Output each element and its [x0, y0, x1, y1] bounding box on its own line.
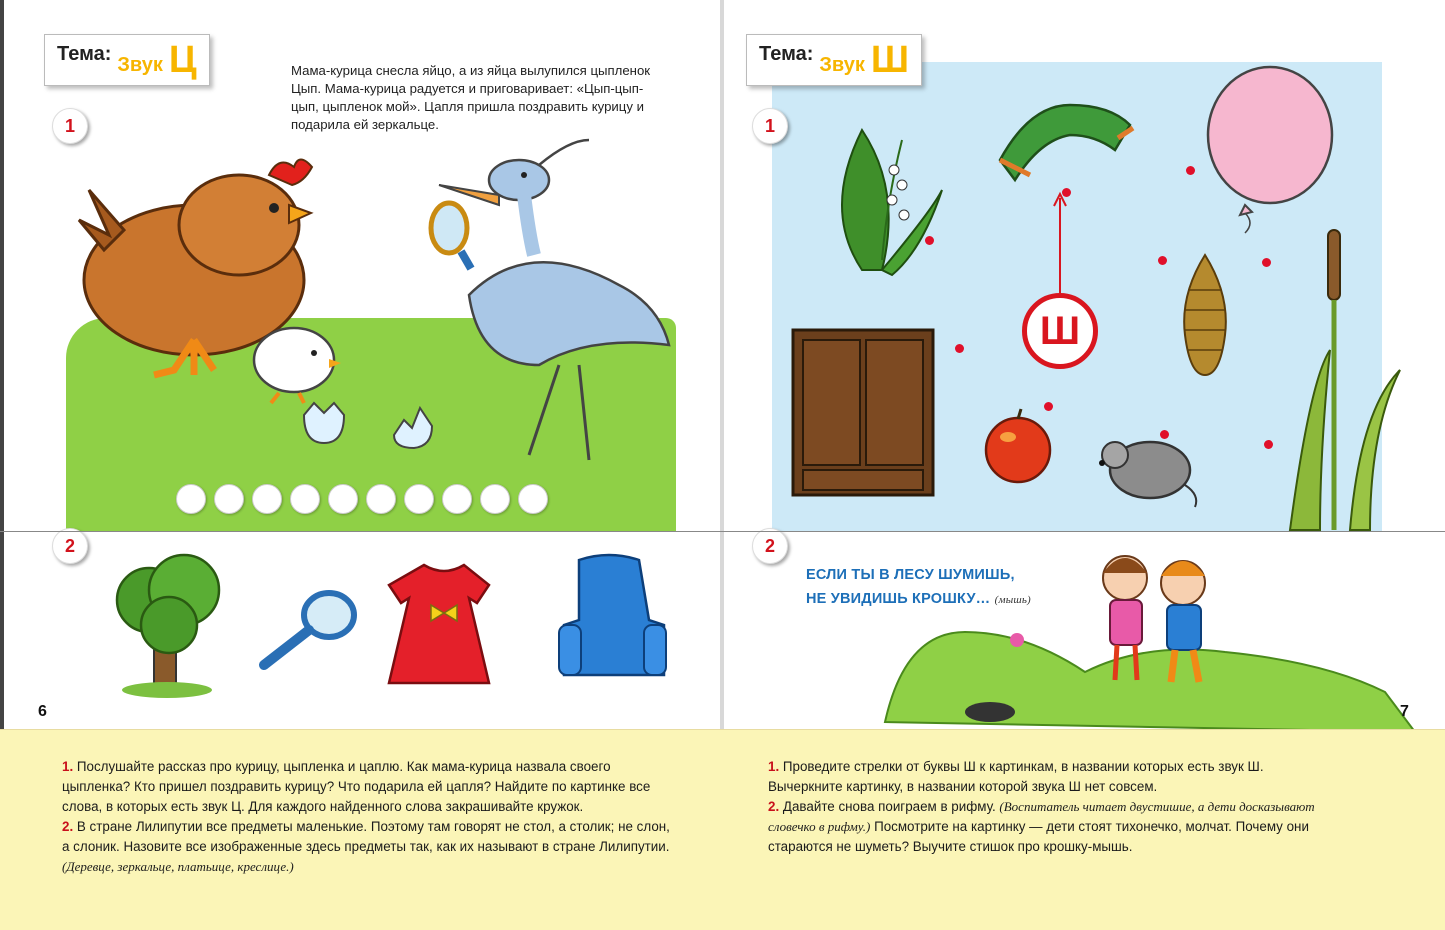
- tree-illustration: [109, 550, 229, 700]
- armchair-illustration: [554, 550, 674, 690]
- verse-line-1: ЕСЛИ ТЫ В ЛЕСУ ШУМИШЬ,: [806, 567, 1015, 583]
- instr-text: Давайте снова поиграем в рифму.: [782, 799, 996, 814]
- verse-line-2: НЕ УВИДИШЬ КРОШКУ…: [806, 591, 991, 607]
- scarf-illustration: [990, 90, 1140, 190]
- target-dot[interactable]: [1062, 188, 1071, 197]
- pine-cone-illustration: [1180, 250, 1230, 380]
- verse: [806, 563, 1031, 612]
- section-divider: [0, 531, 1445, 532]
- answer-circle[interactable]: [442, 484, 472, 514]
- task-2-marker: 2: [752, 528, 788, 564]
- arrow-up-icon: [1050, 190, 1070, 300]
- wardrobe-illustration: [788, 325, 938, 500]
- target-dot[interactable]: [1160, 430, 1169, 439]
- target-dot[interactable]: [1044, 402, 1053, 411]
- answer-circle[interactable]: [366, 484, 396, 514]
- instr-number: 2.: [62, 819, 74, 834]
- dress-illustration: [389, 560, 499, 690]
- hand-mirror-illustration: [249, 585, 369, 685]
- theme-label: Тема:: [759, 43, 814, 65]
- instr-hint: (Воспитатель читает двустишие, а дети досказывают словечко в рифму.): [768, 799, 1315, 834]
- verse-answer: (мышь): [994, 594, 1031, 606]
- chick-illustration: [244, 315, 344, 405]
- instr-number: 1.: [768, 759, 780, 774]
- answer-circle[interactable]: [480, 484, 510, 514]
- heron-illustration: [449, 135, 679, 465]
- answer-circle[interactable]: [328, 484, 358, 514]
- theme-letter: Ш: [870, 39, 910, 81]
- badge-letter: Ш: [1039, 308, 1081, 353]
- instructions-right: [768, 757, 1338, 857]
- instr-text: Послушайте рассказ про курицу, цыпленка и цаплю. Как мама-курица назвала своего цыпленка? Кто пришел поздравить курицу? Что подарила ей цапля? Найдите по картинке все слова, в которых есть звук Ц. Для каждого найденного слова закрашивайте кружок.: [62, 759, 651, 814]
- answer-circle[interactable]: [518, 484, 548, 514]
- instr-number: 1.: [62, 759, 74, 774]
- answer-circle[interactable]: [290, 484, 320, 514]
- instr-hint: (Деревце, зеркальце, платьице, креслице.): [62, 859, 294, 874]
- answer-circle[interactable]: [252, 484, 282, 514]
- target-dot[interactable]: [1186, 166, 1195, 175]
- theme-sound-word: Звук: [819, 54, 865, 76]
- left-theme-tab: [44, 34, 210, 86]
- page-number: 6: [38, 703, 47, 720]
- theme-sound-word: Звук: [117, 54, 163, 76]
- theme-label: Тема:: [57, 43, 112, 65]
- instructions-left: [62, 757, 672, 877]
- balloon-illustration: [1200, 65, 1340, 235]
- answer-circles: [176, 484, 548, 514]
- task-2-marker: 2: [52, 528, 88, 564]
- answer-circle[interactable]: [214, 484, 244, 514]
- answer-circle[interactable]: [176, 484, 206, 514]
- target-dot[interactable]: [1262, 258, 1271, 267]
- letter-sh-badge: [1022, 293, 1098, 369]
- page-number: 7: [1400, 703, 1409, 720]
- target-dot[interactable]: [925, 236, 934, 245]
- task-1-marker: 1: [752, 108, 788, 144]
- instr-text: В стране Лилипутии все предметы маленькие. Поэтому там говорят не стол, а столик; не слон, а слоник. Назовите все изображенные здесь предметы так, как их называют в стране Лилипутии.: [62, 819, 670, 854]
- target-dot[interactable]: [1158, 256, 1167, 265]
- instr-text: Посмотрите на картинку — дети стоят тихонечко, молчат. Почему они стараются не шуметь? Выучите стишок про крошку-мышь.: [768, 819, 1309, 854]
- apple-illustration: [978, 405, 1058, 485]
- target-dot[interactable]: [955, 344, 964, 353]
- children-illustration: [1085, 548, 1225, 688]
- lily-of-the-valley-illustration: [822, 120, 952, 280]
- theme-letter: Ц: [168, 39, 197, 81]
- instr-number: 2.: [768, 799, 780, 814]
- target-dot[interactable]: [1264, 440, 1273, 449]
- right-theme-tab: [746, 34, 922, 86]
- story-text: Мама-курица снесла яйцо, а из яйца вылупился цыпленок Цып. Мама-курица радуется и приговаривает: «Цып-цып-цып, цыпленок мой». Цапля пришла поздравить курицу и подарила ей зеркальце.: [291, 63, 651, 132]
- eggshell-illustration: [299, 395, 459, 455]
- instr-text: Проведите стрелки от буквы Ш к картинкам, в названии которых есть звук Ш. Вычеркните картинку, в названии которой звука Ш нет совсем.: [768, 759, 1264, 794]
- answer-circle[interactable]: [404, 484, 434, 514]
- cattail-illustration: [1280, 230, 1400, 530]
- task-1-marker: 1: [52, 108, 88, 144]
- mouse-illustration: [1090, 430, 1200, 510]
